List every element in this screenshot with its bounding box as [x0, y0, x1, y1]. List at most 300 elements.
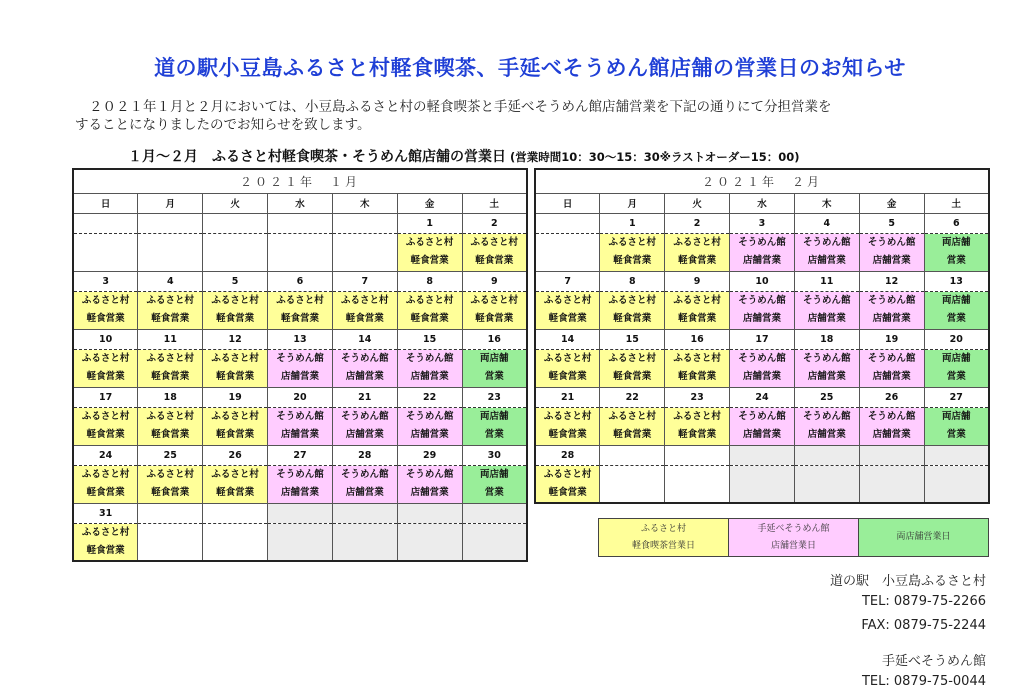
day-number: 13: [924, 271, 989, 291]
day-number: [332, 503, 397, 523]
weekday-header: 木: [332, 193, 397, 213]
day-status-label: ふるさと村: [673, 411, 721, 422]
day-status-label: 軽食営業: [216, 371, 255, 382]
day-number: 12: [859, 271, 924, 291]
day-status-label: 軽食営業: [678, 313, 717, 324]
day-status-label: ふるさと村: [543, 295, 592, 306]
calendar-month-heading: ２０２１年 １月: [73, 169, 527, 193]
day-number: [794, 445, 859, 465]
day-status-label: 軽食営業: [216, 487, 255, 498]
day-status-label: 軽食営業: [548, 371, 587, 382]
day-status-label: 営業: [946, 429, 966, 440]
day-status-label: そうめん館: [405, 469, 454, 480]
day-status-cell: [73, 291, 138, 329]
day-number: 8: [397, 271, 462, 291]
day-status-label: ふるさと村: [673, 237, 721, 248]
weekday-header: 金: [859, 193, 924, 213]
day-number: 14: [535, 329, 600, 349]
legend-label: 軽食喫茶営業日: [631, 540, 695, 551]
day-number: 25: [138, 445, 203, 465]
day-status-cell: [397, 523, 462, 561]
day-number: 2: [665, 213, 730, 233]
day-status-cell: [138, 523, 203, 561]
day-status-cell: [332, 291, 397, 329]
day-number: [203, 213, 268, 233]
weekday-header: 水: [268, 193, 333, 213]
day-status-label: 両店舗: [480, 353, 509, 364]
day-status-cell: [730, 407, 795, 445]
day-number-row: [535, 387, 989, 407]
day-status-label: 軽食営業: [548, 313, 587, 324]
day-status-label: 営業: [484, 371, 504, 382]
day-status-row: [73, 233, 527, 271]
day-status-row: [535, 407, 989, 445]
day-status-label: 店舗営業: [742, 429, 781, 440]
day-status-label: 軽食営業: [151, 371, 190, 382]
day-status-row: [73, 465, 527, 503]
day-status-cell: [203, 523, 268, 561]
day-status-cell: [665, 465, 730, 503]
day-status-cell: [794, 465, 859, 503]
day-number: 6: [924, 213, 989, 233]
day-status-label: 店舗営業: [742, 313, 781, 324]
legend-item: [859, 519, 989, 557]
day-status-cell: [397, 407, 462, 445]
day-status-label: 軽食営業: [86, 487, 125, 498]
legend-label: 店舗営業日: [770, 540, 816, 551]
day-status-label: 店舗営業: [410, 487, 449, 498]
day-status-label: 軽食営業: [613, 255, 652, 266]
day-status-cell: [73, 349, 138, 387]
day-status-cell: [268, 523, 333, 561]
weekday-header: 木: [794, 193, 859, 213]
day-status-cell: [730, 349, 795, 387]
day-number-row: [73, 503, 527, 523]
day-number: [730, 445, 795, 465]
page-title: 道の駅小豆島ふるさと村軽食喫茶、手延べそうめん館店舗の営業日のお知らせ: [154, 56, 906, 80]
day-status-label: 軽食営業: [345, 313, 384, 324]
day-status-label: そうめん館: [276, 353, 324, 364]
calendar-january: [72, 168, 528, 562]
day-status-cell: [730, 233, 795, 271]
day-status-label: 店舗営業: [345, 487, 384, 498]
day-status-row: [535, 465, 989, 503]
day-status-cell: [924, 291, 989, 329]
day-status-label: 店舗営業: [280, 487, 319, 498]
day-status-label: 店舗営業: [410, 371, 449, 382]
day-status-cell: [138, 407, 203, 445]
legend: [598, 518, 989, 557]
day-number: [332, 213, 397, 233]
day-status-cell: [665, 291, 730, 329]
day-status-label: そうめん館: [738, 295, 786, 306]
day-status-label: 軽食営業: [678, 371, 717, 382]
day-status-cell: [73, 407, 138, 445]
day-number: 25: [794, 387, 859, 407]
day-number: 4: [138, 271, 203, 291]
day-number: 1: [397, 213, 462, 233]
day-status-cell: [268, 291, 333, 329]
legend-item: [729, 519, 859, 557]
day-status-label: 店舗営業: [807, 313, 846, 324]
legend-item: [599, 519, 729, 557]
day-status-cell: [138, 233, 203, 271]
day-status-label: ふるさと村: [470, 295, 519, 306]
day-status-label: 軽食営業: [613, 429, 652, 440]
day-status-cell: [665, 407, 730, 445]
day-number: 24: [73, 445, 138, 465]
day-status-label: ふるさと村: [146, 469, 195, 480]
day-number: 21: [535, 387, 600, 407]
day-status-cell: [924, 349, 989, 387]
day-number-row: [73, 387, 527, 407]
day-status-label: 店舗営業: [345, 429, 384, 440]
day-status-cell: [332, 349, 397, 387]
day-number: 10: [73, 329, 138, 349]
day-status-label: 店舗営業: [807, 255, 846, 266]
day-status-label: 営業: [484, 429, 504, 440]
day-status-label: 店舗営業: [872, 255, 911, 266]
day-number: 4: [794, 213, 859, 233]
day-status-cell: [397, 349, 462, 387]
legend-label: 両店舗営業日: [896, 532, 951, 542]
day-status-label: ふるさと村: [211, 411, 259, 422]
day-status-label: 営業: [484, 487, 504, 498]
day-status-label: 両店舗: [480, 469, 509, 480]
day-status-label: そうめん館: [276, 469, 324, 480]
day-status-label: そうめん館: [803, 237, 851, 248]
day-number-row: [535, 329, 989, 349]
day-status-cell: [268, 233, 333, 271]
day-status-label: ふるさと村: [81, 526, 130, 538]
day-number: 24: [730, 387, 795, 407]
day-number: 9: [665, 271, 730, 291]
weekday-header-row: [73, 193, 527, 213]
day-status-label: ふるさと村: [608, 411, 657, 422]
day-status-cell: [332, 233, 397, 271]
day-status-label: そうめん館: [276, 411, 324, 422]
day-status-label: 軽食営業: [548, 486, 587, 498]
day-number: 18: [794, 329, 859, 349]
day-status-label: 両店舗: [480, 411, 509, 422]
day-number: 26: [859, 387, 924, 407]
day-status-label: 店舗営業: [742, 371, 781, 382]
day-status-cell: [535, 291, 600, 329]
day-number: 27: [924, 387, 989, 407]
day-status-label: ふるさと村: [81, 469, 130, 480]
day-status-cell: [600, 233, 665, 271]
day-status-label: 軽食営業: [678, 429, 717, 440]
day-status-cell: [138, 291, 203, 329]
day-number: 12: [203, 329, 268, 349]
day-number: 23: [665, 387, 730, 407]
day-status-cell: [73, 523, 138, 561]
day-number: 19: [859, 329, 924, 349]
day-status-label: 営業: [946, 371, 966, 382]
day-status-cell: [138, 465, 203, 503]
day-number: 2: [462, 213, 527, 233]
day-status-label: ふるさと村: [81, 411, 130, 422]
day-status-cell: [535, 407, 600, 445]
weekday-header-row: [535, 193, 989, 213]
day-number: 7: [332, 271, 397, 291]
weekday-header: 月: [138, 193, 203, 213]
day-status-cell: [924, 465, 989, 503]
day-number: 28: [535, 445, 600, 465]
day-status-label: そうめん館: [341, 469, 389, 480]
intro-text: [75, 98, 995, 134]
day-status-label: 店舗営業: [807, 371, 846, 382]
footer-org-2: 手延べそうめん館: [881, 654, 986, 669]
day-number: 6: [268, 271, 333, 291]
day-status-cell: [397, 465, 462, 503]
day-status-label: ふるさと村: [341, 295, 389, 306]
day-status-cell: [794, 291, 859, 329]
footer-tel-2: TEL: 0879-75-0044: [861, 674, 986, 689]
day-status-label: ふるさと村: [81, 295, 130, 306]
day-status-cell: [535, 465, 600, 503]
day-number-row: [73, 213, 527, 233]
day-number: 5: [203, 271, 268, 291]
day-status-cell: [462, 291, 527, 329]
day-status-label: 営業: [946, 255, 966, 266]
day-status-cell: [730, 291, 795, 329]
day-status-cell: [924, 233, 989, 271]
day-status-label: そうめん館: [341, 411, 389, 422]
day-status-label: そうめん館: [867, 295, 916, 306]
day-number-row: [535, 445, 989, 465]
day-number: 17: [73, 387, 138, 407]
day-status-cell: [859, 349, 924, 387]
day-number: [203, 503, 268, 523]
day-status-label: 軽食営業: [475, 313, 514, 324]
day-status-cell: [794, 349, 859, 387]
day-number: [600, 445, 665, 465]
day-number: 7: [535, 271, 600, 291]
day-number: 9: [462, 271, 527, 291]
day-number: 21: [332, 387, 397, 407]
day-status-label: そうめん館: [803, 295, 851, 306]
day-number: [397, 503, 462, 523]
footer-org-1: 道の駅 小豆島ふるさと村: [829, 574, 986, 589]
day-number: 22: [600, 387, 665, 407]
day-status-label: 両店舗: [942, 295, 971, 306]
day-status-label: 店舗営業: [280, 429, 319, 440]
weekday-header: 土: [462, 193, 527, 213]
day-number: 17: [730, 329, 795, 349]
day-status-cell: [268, 349, 333, 387]
day-number: [268, 503, 333, 523]
day-status-cell: [203, 465, 268, 503]
day-status-label: 両店舗: [942, 411, 971, 422]
weekday-header: 月: [600, 193, 665, 213]
day-status-cell: [138, 349, 203, 387]
day-status-label: ふるさと村: [81, 353, 130, 364]
weekday-header: 日: [73, 193, 138, 213]
day-status-cell: [268, 407, 333, 445]
intro-line-2: することになりましたのでお知らせを致します。: [75, 117, 371, 133]
day-status-cell: [462, 523, 527, 561]
day-status-label: 軽食営業: [216, 429, 255, 440]
day-status-cell: [73, 233, 138, 271]
day-status-label: 軽食営業: [86, 313, 125, 324]
day-status-cell: [600, 291, 665, 329]
day-status-label: ふるさと村: [276, 295, 324, 306]
day-status-label: そうめん館: [341, 353, 389, 364]
day-status-label: ふるさと村: [608, 353, 657, 364]
day-number: [665, 445, 730, 465]
day-status-label: 店舗営業: [410, 429, 449, 440]
day-status-cell: [462, 407, 527, 445]
day-status-label: そうめん館: [738, 353, 786, 364]
day-status-label: ふるさと村: [608, 237, 657, 248]
day-status-label: そうめん館: [867, 237, 916, 248]
day-status-label: そうめん館: [867, 411, 916, 422]
day-status-cell: [535, 233, 600, 271]
weekday-header: 土: [924, 193, 989, 213]
day-status-label: ふるさと村: [543, 411, 592, 422]
day-status-cell: [397, 291, 462, 329]
day-status-label: そうめん館: [803, 353, 851, 364]
day-status-label: そうめん館: [867, 353, 916, 364]
day-status-row: [535, 233, 989, 271]
legend-label: 手延べそうめん館: [757, 523, 830, 534]
day-status-label: 軽食営業: [86, 544, 125, 556]
day-status-cell: [203, 233, 268, 271]
calendar-month-row: [535, 169, 989, 193]
day-status-label: ふるさと村: [673, 295, 721, 306]
day-status-label: 店舗営業: [872, 313, 911, 324]
day-status-row: [73, 291, 527, 329]
day-status-label: 店舗営業: [872, 371, 911, 382]
day-status-label: そうめん館: [405, 353, 454, 364]
day-number: 14: [332, 329, 397, 349]
day-status-cell: [462, 233, 527, 271]
day-number: 13: [268, 329, 333, 349]
day-number-row: [535, 213, 989, 233]
day-status-label: ふるさと村: [146, 295, 195, 306]
day-status-cell: [600, 349, 665, 387]
day-status-label: そうめん館: [738, 411, 786, 422]
day-status-cell: [794, 233, 859, 271]
day-number: 22: [397, 387, 462, 407]
day-status-label: 店舗営業: [345, 371, 384, 382]
day-status-label: 軽食営業: [548, 429, 587, 440]
day-status-label: 両店舗: [942, 237, 971, 248]
day-status-label: ふるさと村: [405, 237, 454, 248]
day-number: 28: [332, 445, 397, 465]
day-status-cell: [203, 291, 268, 329]
day-status-label: そうめん館: [738, 237, 786, 248]
day-number: 31: [73, 503, 138, 523]
day-number: 20: [268, 387, 333, 407]
day-status-label: 店舗営業: [807, 429, 846, 440]
day-number: 11: [794, 271, 859, 291]
day-status-cell: [665, 349, 730, 387]
day-number: 16: [462, 329, 527, 349]
day-number: 20: [924, 329, 989, 349]
day-status-cell: [600, 407, 665, 445]
day-status-label: そうめん館: [803, 411, 851, 422]
day-status-label: 軽食営業: [475, 255, 514, 266]
weekday-header: 火: [203, 193, 268, 213]
weekday-header: 水: [730, 193, 795, 213]
day-number: 11: [138, 329, 203, 349]
day-status-label: 店舗営業: [280, 371, 319, 382]
day-status-row: [535, 349, 989, 387]
weekday-header: 日: [535, 193, 600, 213]
subtitle-main: １月～２月 ふるさと村軽食喫茶・そうめん館店舗の営業日: [128, 149, 506, 165]
day-number: 10: [730, 271, 795, 291]
weekday-header: 金: [397, 193, 462, 213]
day-status-label: 軽食営業: [151, 313, 190, 324]
day-status-label: 軽食営業: [678, 255, 717, 266]
day-status-cell: [332, 407, 397, 445]
day-number: 23: [462, 387, 527, 407]
calendar-month-row: [73, 169, 527, 193]
day-status-label: 店舗営業: [872, 429, 911, 440]
calendar-month-heading: ２０２１年 ２月: [535, 169, 989, 193]
day-number: [138, 503, 203, 523]
day-status-cell: [794, 407, 859, 445]
day-number: 18: [138, 387, 203, 407]
day-status-label: 軽食営業: [613, 371, 652, 382]
day-status-cell: [203, 349, 268, 387]
day-status-label: ふるさと村: [211, 469, 259, 480]
day-number: 29: [397, 445, 462, 465]
footer-tel-1: TEL: 0879-75-2266: [861, 594, 986, 609]
day-status-label: ふるさと村: [405, 295, 454, 306]
day-number: [268, 213, 333, 233]
day-status-label: 軽食営業: [151, 487, 190, 498]
day-number: 8: [600, 271, 665, 291]
day-status-cell: [462, 349, 527, 387]
day-status-label: 店舗営業: [742, 255, 781, 266]
weekday-header: 火: [665, 193, 730, 213]
day-status-label: 軽食営業: [613, 313, 652, 324]
day-number: 16: [665, 329, 730, 349]
day-status-cell: [203, 407, 268, 445]
day-status-label: 軽食営業: [86, 429, 125, 440]
day-number: 15: [397, 329, 462, 349]
day-status-cell: [397, 233, 462, 271]
day-number-row: [73, 329, 527, 349]
day-number: 30: [462, 445, 527, 465]
day-number: [73, 213, 138, 233]
day-status-label: ふるさと村: [211, 353, 259, 364]
day-status-row: [73, 523, 527, 561]
day-number: [535, 213, 600, 233]
legend-label: ふるさと村: [640, 523, 686, 534]
day-status-label: 軽食営業: [86, 371, 125, 382]
day-number: [462, 503, 527, 523]
day-number: [138, 213, 203, 233]
day-status-row: [73, 349, 527, 387]
day-status-label: ふるさと村: [470, 237, 519, 248]
day-status-label: 軽食営業: [280, 313, 319, 324]
day-status-cell: [859, 233, 924, 271]
day-status-label: 軽食営業: [151, 429, 190, 440]
day-status-cell: [924, 407, 989, 445]
day-status-label: ふるさと村: [673, 353, 721, 364]
day-status-cell: [268, 465, 333, 503]
day-status-cell: [859, 465, 924, 503]
day-number-row: [535, 271, 989, 291]
day-status-label: 軽食営業: [410, 255, 449, 266]
day-number: 19: [203, 387, 268, 407]
legend-row: [599, 519, 989, 557]
day-status-label: ふるさと村: [146, 411, 195, 422]
